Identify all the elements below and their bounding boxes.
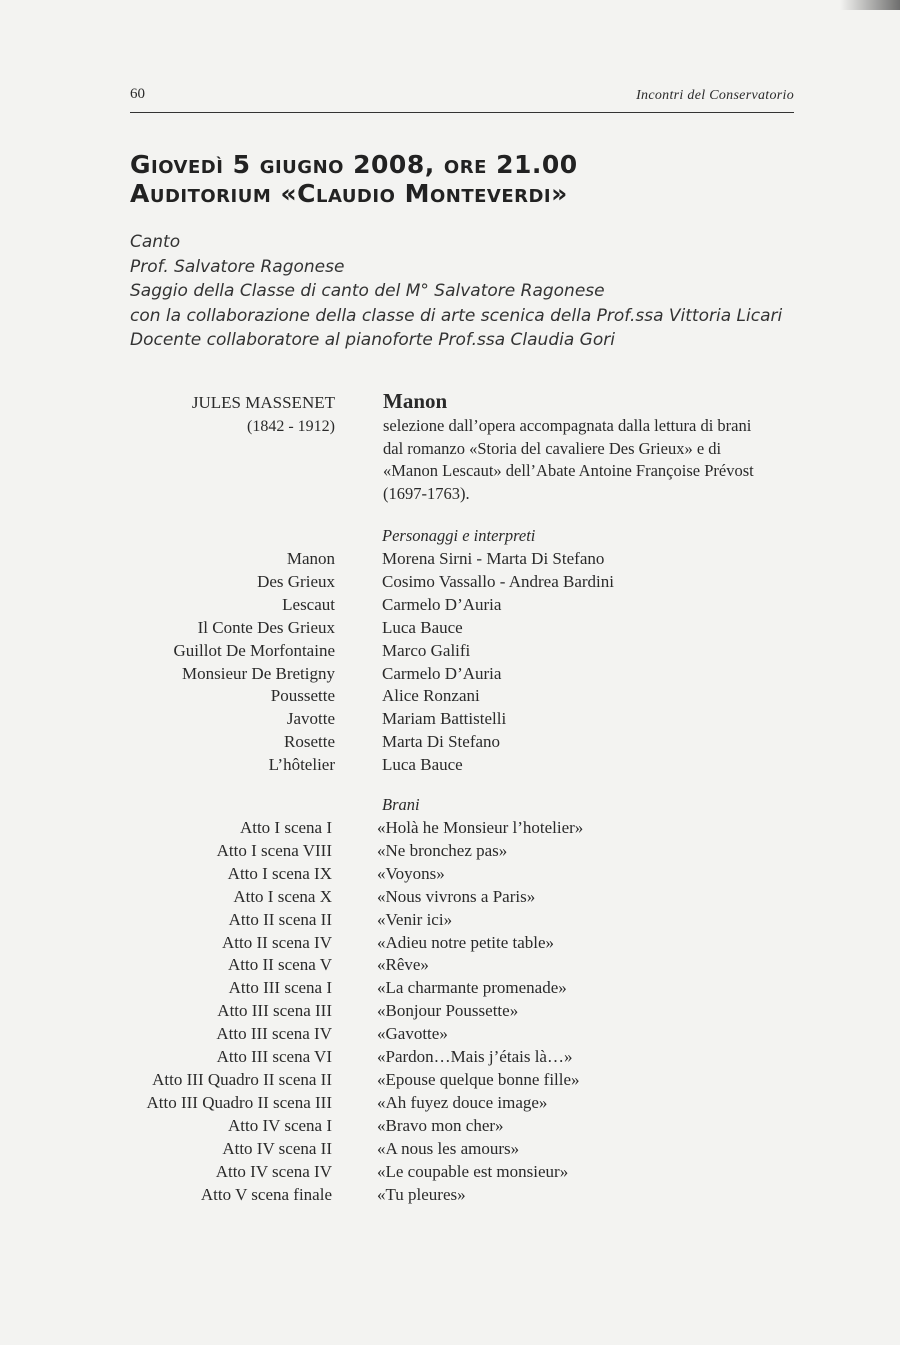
- intro-line: Canto: [130, 232, 181, 252]
- piece-title: «Nous vivrons a Paris»: [377, 886, 536, 906]
- work-description-line: «Manon Lescaut» dell’Abate Antoine Françoise Prévost: [383, 461, 754, 481]
- cast-performer: Morena Sirni - Marta Di Stefano: [382, 549, 605, 568]
- composer-dates: (1842 - 1912): [247, 418, 335, 435]
- intro-line: Saggio della Classe di canto del M° Salvatore Ragonese: [130, 281, 605, 301]
- cast-performer: Alice Ronzani: [382, 686, 480, 706]
- page-header: [130, 84, 794, 113]
- cast-role: Guillot De Morfontaine: [173, 640, 335, 660]
- piece-title: «Gavotte»: [377, 1024, 448, 1044]
- cast-role: Poussette: [270, 686, 335, 706]
- cast-performer: Carmelo D’Auria: [382, 594, 502, 614]
- cast-label: Personaggi e interpreti: [382, 526, 536, 545]
- piece-title: «Epouse quelque bonne fille»: [377, 1069, 580, 1089]
- piece-title: «Bonjour Poussette»: [377, 1001, 519, 1021]
- piece-scene: Atto I scena VIII: [216, 840, 332, 860]
- piece-scene: Atto V scena finale: [200, 1184, 332, 1204]
- piece-scene: Atto I scena X: [233, 886, 332, 906]
- intro-line: con la collaborazione della classe di arte scenica della Prof.ssa Vittoria Licari: [130, 305, 783, 326]
- work-description-line: (1697-1763).: [383, 483, 470, 503]
- cast-performer: Mariam Battistelli: [382, 709, 507, 729]
- piece-title: «La charmante promenade»: [377, 978, 567, 998]
- piece-title: «Bravo mon cher»: [377, 1115, 504, 1135]
- cast-role: Lescaut: [282, 594, 335, 614]
- pieces-scenes-list: [147, 817, 333, 1206]
- piece-scene: Atto I scena I: [239, 818, 332, 837]
- cast-performer: Carmelo D’Auria: [382, 663, 502, 683]
- piece-scene: Atto IV scena IV: [215, 1161, 332, 1181]
- piece-scene: Atto IV scena II: [222, 1138, 332, 1158]
- piece-scene: Atto III scena IV: [216, 1024, 332, 1044]
- piece-scene: Atto III scena I: [228, 978, 332, 998]
- event-venue: Auditorium «Claudio Monteverdi»: [130, 179, 568, 208]
- piece-title: «A nous les amours»: [377, 1138, 520, 1158]
- cast-role: L’hôtelier: [268, 755, 335, 775]
- pieces-titles-list: [377, 817, 583, 1206]
- cast-role: Monsieur De Bretigny: [182, 663, 335, 683]
- composer-name: JULES MASSENET: [191, 393, 335, 412]
- cast-performers-list: [382, 548, 614, 777]
- piece-scene: Atto III Quadro II scena III: [146, 1092, 332, 1112]
- running-title: Incontri del Conservatorio: [636, 88, 794, 103]
- event-date-time: Giovedì 5 giugno 2008, ore 21.00: [130, 150, 578, 179]
- work-title: Manon: [383, 389, 448, 413]
- piece-scene: Atto II scena V: [227, 955, 332, 975]
- work-block: [383, 387, 803, 505]
- intro-line: Prof. Salvatore Ragonese: [130, 256, 345, 277]
- work-description-line: dal romanzo «Storia del cavaliere Des Grieux» e di: [383, 438, 722, 458]
- cast-role: Il Conte Des Grieux: [197, 617, 335, 637]
- intro-block: [130, 230, 782, 353]
- intro-line: Docente collaboratore al pianoforte Prof.ssa Claudia Gori: [130, 330, 615, 350]
- cast-performer: Marco Galifi: [382, 640, 471, 660]
- cast-performer: Luca Bauce: [382, 755, 463, 775]
- piece-scene: Atto II scena II: [228, 909, 332, 929]
- event-title: [130, 150, 578, 208]
- cast-performer: Marta Di Stefano: [382, 732, 501, 752]
- piece-title: «Pardon…Mais j’étais là…»: [377, 1047, 573, 1067]
- pieces-label: Brani: [382, 795, 420, 814]
- cast-role: Des Grieux: [257, 571, 335, 591]
- piece-title: «Ah fuyez douce image»: [377, 1092, 548, 1112]
- piece-title: «Rêve»: [377, 955, 429, 975]
- piece-title: «Venir ici»: [377, 909, 453, 929]
- cast-performer: Cosimo Vassallo - Andrea Bardini: [382, 571, 614, 591]
- cast-performer: Luca Bauce: [382, 617, 463, 637]
- piece-title: «Le coupable est monsieur»: [377, 1161, 569, 1181]
- piece-scene: Atto I scena IX: [227, 863, 332, 883]
- piece-scene: Atto IV scena I: [227, 1115, 332, 1135]
- cast-roles-list: [174, 548, 335, 777]
- cast-role: Rosette: [284, 732, 335, 752]
- page-edge-shadow: [840, 0, 900, 10]
- piece-title: «Voyons»: [377, 863, 445, 883]
- piece-title: «Ne bronchez pas»: [377, 840, 508, 860]
- cast-role: Manon: [286, 549, 335, 568]
- composer-block: [192, 391, 335, 439]
- piece-title: «Tu pleures»: [377, 1184, 466, 1204]
- piece-title: «Adieu notre petite table»: [377, 932, 555, 952]
- page-number: 60: [130, 86, 145, 102]
- piece-scene: Atto III Quadro II scena II: [152, 1069, 332, 1089]
- piece-scene: Atto III scena III: [217, 1001, 332, 1021]
- cast-role: Javotte: [286, 709, 335, 729]
- piece-title: «Holà he Monsieur l’hotelier»: [377, 818, 584, 837]
- work-description-line: selezione dall’opera accompagnata dalla lettura di brani: [383, 416, 752, 435]
- piece-scene: Atto III scena VI: [216, 1047, 332, 1067]
- piece-scene: Atto II scena IV: [222, 932, 332, 952]
